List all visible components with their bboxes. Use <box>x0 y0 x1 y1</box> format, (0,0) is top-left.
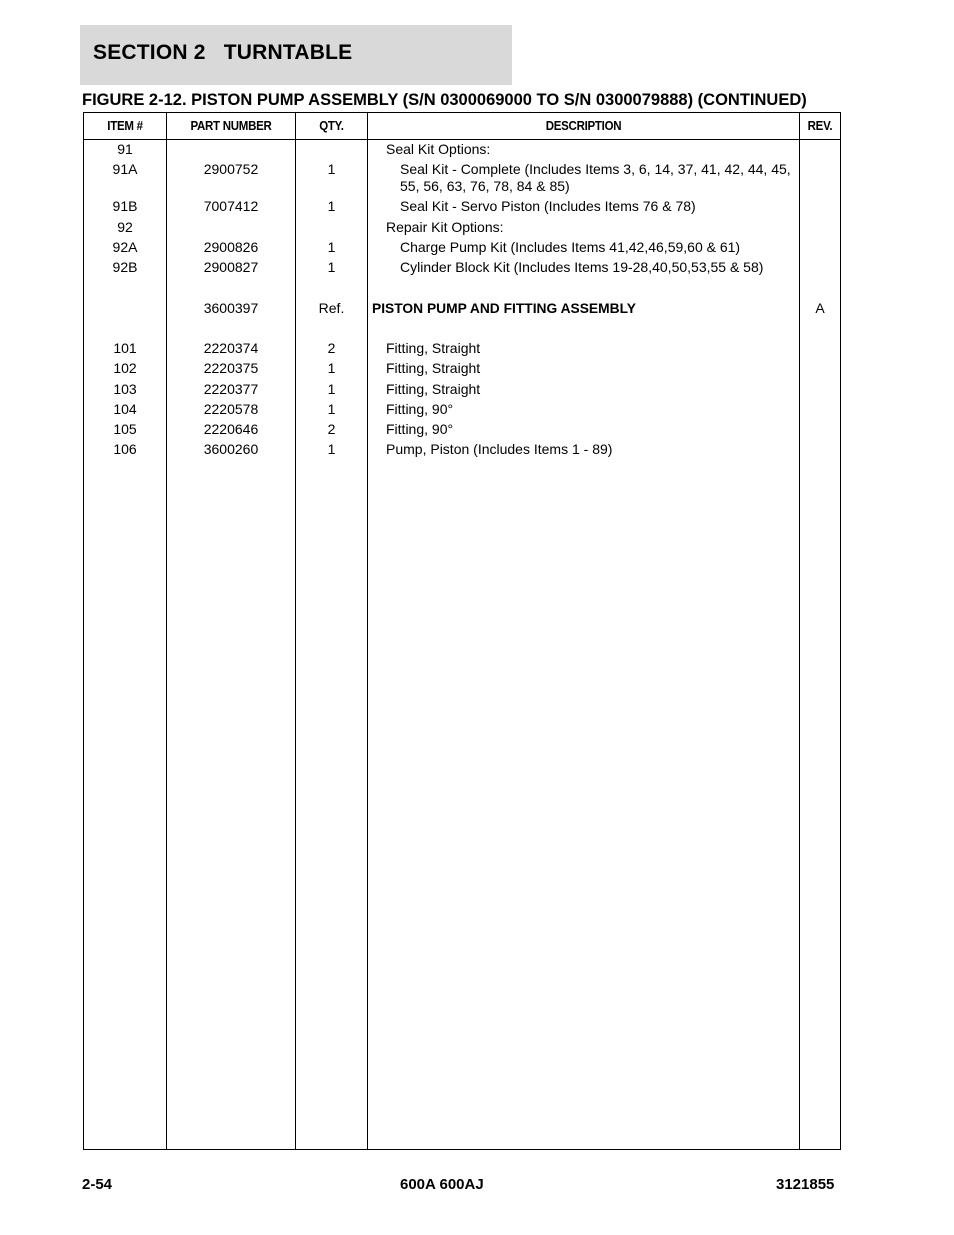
row-part-number: 2220578 <box>203 401 259 417</box>
figure-title: FIGURE 2-12. PISTON PUMP ASSEMBLY (S/N 0300069000 TO S/N 0300079888) (CONTINUED) <box>82 91 807 109</box>
parts-table <box>83 112 841 1150</box>
row-description: PISTON PUMP AND FITTING ASSEMBLY <box>372 301 636 316</box>
row-description: Fitting, 90° <box>386 421 454 437</box>
row-item-number: 106 <box>113 441 137 457</box>
row-item-number: 102 <box>113 360 137 376</box>
row-item-number: 92 <box>117 219 133 235</box>
row-part-number: 2220646 <box>203 421 259 437</box>
row-quantity: 1 <box>327 198 336 214</box>
footer-doc-number: 3121855 <box>776 1176 835 1193</box>
footer-model: 600A 600AJ <box>400 1176 484 1193</box>
header-description: DESCRIPTION <box>545 119 622 133</box>
row-quantity: 2 <box>327 421 336 437</box>
row-item-number: 103 <box>113 381 137 397</box>
header-qty: QTY. <box>319 119 344 133</box>
row-description-continued: 55, 56, 63, 76, 78, 84 & 85) <box>400 178 570 194</box>
row-quantity: 1 <box>327 441 336 457</box>
row-part-number: 2220374 <box>203 340 259 356</box>
row-description: Cylinder Block Kit (Includes Items 19-28,40,50,53,55 & 58) <box>400 259 764 275</box>
row-quantity: 1 <box>327 401 336 417</box>
row-description: Fitting, Straight <box>386 360 481 376</box>
row-item-number: 92A <box>112 239 138 255</box>
row-part-number: 7007412 <box>203 198 259 214</box>
row-item-number: 91 <box>117 141 133 157</box>
row-item-number: 92B <box>112 259 138 275</box>
row-part-number: 3600260 <box>203 441 259 457</box>
row-part-number: 2900826 <box>203 239 259 255</box>
row-part-number: 3600397 <box>203 300 259 316</box>
row-part-number: 2220377 <box>203 381 259 397</box>
footer-page-number: 2-54 <box>82 1176 113 1193</box>
section-title: SECTION 2 TURNTABLE <box>93 41 353 64</box>
row-description: Fitting, 90° <box>386 401 454 417</box>
row-quantity: 1 <box>327 381 336 397</box>
row-description: Pump, Piston (Includes Items 1 - 89) <box>386 441 613 457</box>
row-item-number: 104 <box>113 401 137 417</box>
row-description: Fitting, Straight <box>386 340 481 356</box>
row-description: Seal Kit - Complete (Includes Items 3, 6, 14, 37, 41, 42, 44, 45, <box>400 161 791 177</box>
header-rev: REV. <box>807 119 833 133</box>
header-part-number: PART NUMBER <box>190 119 272 133</box>
row-description: Seal Kit - Servo Piston (Includes Items 76 & 78) <box>400 198 696 214</box>
row-item-number: 105 <box>113 421 137 437</box>
row-quantity: 1 <box>327 161 336 177</box>
row-quantity: 1 <box>327 239 336 255</box>
header-item: ITEM # <box>107 119 143 133</box>
row-item-number: 101 <box>113 340 137 356</box>
row-revision: A <box>815 300 825 316</box>
row-quantity: 1 <box>327 259 336 275</box>
row-description: Repair Kit Options: <box>386 219 504 235</box>
row-quantity: 1 <box>327 360 336 376</box>
row-part-number: 2900752 <box>203 161 259 177</box>
row-item-number: 91A <box>112 161 138 177</box>
row-item-number: 91B <box>112 198 138 214</box>
row-quantity: 2 <box>327 340 336 356</box>
row-part-number: 2220375 <box>203 360 259 376</box>
row-description: Fitting, Straight <box>386 381 481 397</box>
row-description: Seal Kit Options: <box>386 141 491 157</box>
row-quantity: Ref. <box>318 300 345 316</box>
header-divider <box>84 139 840 140</box>
row-part-number: 2900827 <box>203 259 259 275</box>
row-description: Charge Pump Kit (Includes Items 41,42,46,59,60 & 61) <box>400 239 741 255</box>
